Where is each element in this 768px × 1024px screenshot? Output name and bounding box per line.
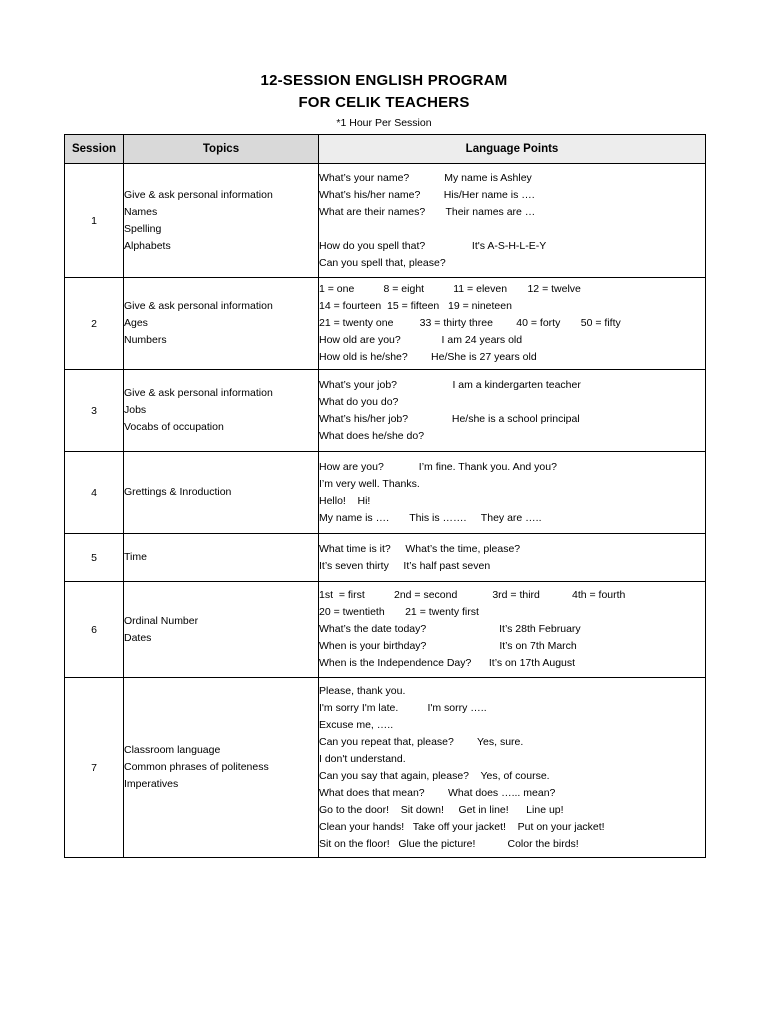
topic-line: Ages (124, 317, 148, 329)
language-point-line: Hello! Hi! (319, 494, 371, 507)
topic-line: Common phrases of politeness (124, 761, 269, 773)
session-number: 6 (65, 582, 124, 678)
language-point-line: 1 = one 8 = eight 11 = eleven 12 = twelve (319, 283, 581, 295)
language-point-line: What’s the date today? It’s 28th February (319, 623, 581, 635)
language-point-line: Can you repeat that, please? Yes, sure. (319, 735, 524, 748)
language-points-cell (319, 582, 706, 678)
topic-line: Give & ask personal information (124, 300, 273, 312)
language-point-line: 20 = twentieth 21 = twenty first (319, 606, 479, 618)
topics-cell (124, 678, 319, 858)
language-point-line: I don't understand. (319, 752, 406, 765)
language-point-line: What’s his/her job? He/she is a school principal (319, 412, 580, 425)
topic-line: Alphabets (124, 239, 171, 252)
topic-line: Classroom language (124, 744, 221, 756)
table-row (65, 452, 706, 534)
title-line-2: FOR CELIK TEACHERS (298, 94, 470, 111)
language-point-line: What do you do? (319, 395, 399, 408)
topic-line: Dates (124, 631, 152, 644)
table-row (65, 370, 706, 452)
session-number: 1 (65, 164, 124, 278)
language-point-line: It’s seven thirty It’s half past seven (319, 559, 491, 572)
language-point-line: What’s your name? My name is Ashley (319, 171, 532, 184)
language-points-cell (319, 164, 706, 278)
language-point-line: I’m very well. Thanks. (319, 477, 420, 490)
title-line-1: 12-SESSION ENGLISH PROGRAM (260, 72, 508, 89)
table-row (65, 534, 706, 582)
language-point-line: How old is he/she? He/She is 27 years old (319, 351, 537, 363)
language-point-line: My name is …. This is ……. They are ….. (319, 511, 542, 524)
topics-cell (124, 582, 319, 678)
topic-line: Time (124, 551, 147, 563)
table-row (65, 678, 706, 858)
topic-line: Names (124, 205, 158, 218)
language-point-line: What does he/she do? (319, 429, 425, 442)
topics-cell (124, 452, 319, 534)
table-row (65, 278, 706, 370)
topic-line: Ordinal Number (124, 614, 199, 627)
session-number: 3 (65, 370, 124, 452)
topic-line: Give & ask personal information (124, 387, 273, 399)
language-point-line: What does that mean? What does …... mean? (319, 786, 556, 799)
language-point-line: 1st = first 2nd = second 3rd = third 4th = fourth (319, 589, 626, 601)
language-point-line: 14 = fourteen 15 = fifteen 19 = nineteen (319, 300, 512, 312)
table-header-row (65, 135, 706, 164)
language-point-line: When is your birthday? It’s on 7th March (319, 640, 577, 652)
topics-cell (124, 164, 319, 278)
header-session: Session (65, 135, 124, 164)
language-point-line: Clean your hands! Take off your jacket! Put on your jacket! (319, 820, 605, 833)
language-points-cell (319, 534, 706, 582)
topics-cell (124, 278, 319, 370)
language-point-line: Please, thank you. (319, 684, 406, 697)
table-row (65, 164, 706, 278)
topic-line: Spelling (124, 222, 162, 235)
topic-line: Give & ask personal information (124, 188, 273, 201)
language-point-line: What are their names? Their names are … (319, 205, 536, 218)
document-header (0, 70, 768, 131)
topics-cell (124, 534, 319, 582)
language-point-line: 21 = twenty one 33 = thirty three 40 = forty 50 = fifty (319, 317, 621, 329)
language-point-line: What’s his/her name? His/Her name is …. (319, 188, 535, 201)
language-point-line: When is the Independence Day? It’s on 17th August (319, 657, 576, 669)
language-points-cell (319, 678, 706, 858)
topics-cell (124, 370, 319, 452)
topic-line: Jobs (124, 404, 147, 416)
header-topics: Topics (124, 135, 319, 164)
language-point-line (319, 221, 705, 238)
topic-line: Vocabs of occupation (124, 421, 224, 433)
language-point-line: How old are you? I am 24 years old (319, 334, 523, 346)
header-language-points: Language Points (319, 135, 706, 164)
language-point-line: I'm sorry I'm late. I'm sorry ….. (319, 701, 487, 714)
topic-line: Numbers (124, 334, 167, 346)
language-point-line: Sit on the floor! Glue the picture! Color the birds! (319, 837, 579, 850)
topic-line: Imperatives (124, 778, 179, 790)
language-point-line: What’s your job? I am a kindergarten teacher (319, 378, 581, 391)
session-number: 7 (65, 678, 124, 858)
topic-line: Grettings & Inroduction (124, 486, 232, 498)
language-points-cell (319, 278, 706, 370)
program-table (64, 134, 706, 858)
language-point-line: How are you? I’m fine. Thank you. And you? (319, 460, 557, 473)
session-number: 2 (65, 278, 124, 370)
session-duration-note: *1 Hour Per Session (336, 117, 432, 129)
language-point-line: Can you spell that, please? (319, 256, 446, 269)
session-number: 4 (65, 452, 124, 534)
session-number: 5 (65, 534, 124, 582)
language-point-line: What time is it? What’s the time, please? (319, 542, 521, 555)
language-point-line: Excuse me, ….. (319, 718, 394, 731)
language-point-line: How do you spell that? It's A-S-H-L-E-Y (319, 239, 547, 252)
language-point-line: Can you say that again, please? Yes, of course. (319, 769, 550, 782)
language-point-line: Go to the door! Sit down! Get in line! Line up! (319, 803, 564, 816)
table-row (65, 582, 706, 678)
language-points-cell (319, 370, 706, 452)
language-points-cell (319, 452, 706, 534)
